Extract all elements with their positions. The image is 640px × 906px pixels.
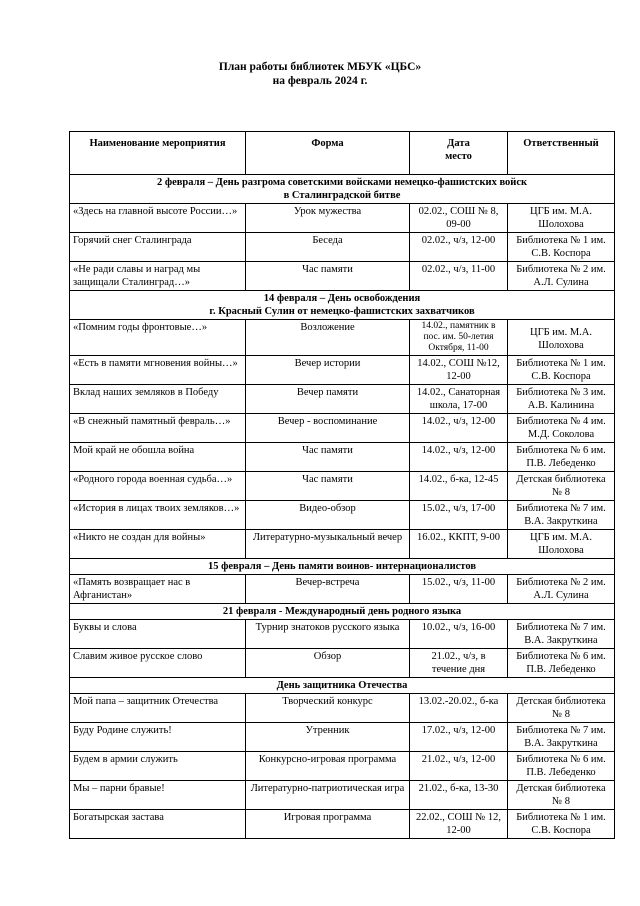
event-name-cell-text: Вклад наших земляков в Победу bbox=[73, 387, 219, 398]
table-row bbox=[70, 781, 615, 810]
event-responsible-cell bbox=[508, 781, 615, 810]
event-name-cell bbox=[70, 204, 246, 233]
event-form-cell-text: Беседа bbox=[312, 235, 343, 246]
header-responsible: Ответственный bbox=[508, 132, 615, 175]
table-row bbox=[70, 320, 615, 356]
event-form-cell bbox=[246, 262, 410, 291]
event-form-cell bbox=[246, 781, 410, 810]
event-date-cell-text: 14.02., СОШ №12, 12-00 bbox=[417, 358, 500, 382]
table-row bbox=[70, 530, 615, 559]
event-form-cell-text: Игровая программа bbox=[283, 812, 372, 823]
table-header-row bbox=[70, 132, 615, 175]
event-name-cell-text: Будем в армии служить bbox=[73, 754, 178, 765]
event-date-cell bbox=[410, 575, 508, 604]
section-row bbox=[70, 678, 615, 694]
event-form-cell-text: Утренник bbox=[305, 725, 350, 736]
event-form-cell bbox=[246, 320, 410, 356]
event-responsible-cell bbox=[508, 472, 615, 501]
event-name-cell bbox=[70, 320, 246, 356]
event-date-cell-text: 15.02., ч/з, 11-00 bbox=[421, 577, 496, 588]
event-name-cell bbox=[70, 385, 246, 414]
event-date-cell bbox=[410, 385, 508, 414]
event-name-cell-text: Славим живое русское слово bbox=[73, 651, 203, 662]
event-date-cell-text: 17.02., ч/з, 12-00 bbox=[421, 725, 496, 736]
table-row bbox=[70, 501, 615, 530]
event-responsible-cell-text: Библиотека № 3 им. А.В. Калинина bbox=[516, 387, 606, 411]
section-row bbox=[70, 291, 615, 320]
event-responsible-cell-text: ЦГБ им. М.А. Шолохова bbox=[530, 206, 592, 230]
event-form-cell bbox=[246, 385, 410, 414]
event-name-cell-text: «История в лицах твоих земляков…» bbox=[73, 503, 240, 514]
table-row bbox=[70, 723, 615, 752]
event-name-cell-text: «Родного города военная судьба…» bbox=[73, 474, 233, 485]
section-title-line1: 21 февраля - Международный день родного языка bbox=[222, 606, 462, 617]
event-name-cell bbox=[70, 752, 246, 781]
event-form-cell-text: Возложение bbox=[300, 322, 355, 333]
event-responsible-cell-text: Библиотека № 1 им. С.В. Коспора bbox=[516, 812, 606, 836]
event-date-cell-text: 21.02., б-ка, 13-30 bbox=[418, 783, 499, 794]
event-form-cell-text: Турнир знатоков русского языка bbox=[255, 622, 400, 633]
section-title bbox=[70, 678, 615, 694]
section-title-line2: г. Красный Сулин от немецко-фашистских захватчиков bbox=[209, 306, 475, 317]
event-name-cell bbox=[70, 723, 246, 752]
event-form-cell-text: Вечер памяти bbox=[296, 387, 359, 398]
event-name-cell bbox=[70, 810, 246, 839]
event-date-cell-text: 15.02., ч/з, 17-00 bbox=[421, 503, 496, 514]
event-date-cell bbox=[410, 204, 508, 233]
table-row bbox=[70, 472, 615, 501]
event-date-cell bbox=[410, 694, 508, 723]
event-name-cell-text: Буду Родине служить! bbox=[73, 725, 172, 736]
event-responsible-cell-text: Библиотека № 6 им. П.В. Лебеденко bbox=[516, 445, 606, 469]
event-name-cell bbox=[70, 530, 246, 559]
section-row bbox=[70, 175, 615, 204]
event-date-cell-text: 14.02., Санаторная школа, 17-00 bbox=[416, 387, 501, 411]
event-form-cell-text: Обзор bbox=[313, 651, 342, 662]
event-form-cell bbox=[246, 694, 410, 723]
event-form-cell bbox=[246, 810, 410, 839]
event-name-cell bbox=[70, 575, 246, 604]
table-row bbox=[70, 385, 615, 414]
event-form-cell bbox=[246, 204, 410, 233]
section-title-line2: в Сталинградской битве bbox=[283, 190, 401, 201]
event-name-cell-text: «Здесь на главной высоте России…» bbox=[73, 206, 238, 217]
event-form-cell-text: Вечер истории bbox=[294, 358, 361, 369]
event-date-cell bbox=[410, 620, 508, 649]
section-row bbox=[70, 604, 615, 620]
section-title-line1: 2 февраля – День разгрома советскими войсками немецко-фашистских войск bbox=[156, 177, 528, 188]
event-name-cell-text: «Не ради славы и наград мы защищали Сталинград…» bbox=[73, 264, 201, 288]
section-title-line1: 14 февраля – День освобождения bbox=[263, 293, 421, 304]
table-body bbox=[70, 175, 615, 839]
section-row bbox=[70, 559, 615, 575]
event-form-cell-text: Литературно-музыкальный вечер bbox=[252, 532, 403, 543]
event-date-cell bbox=[410, 262, 508, 291]
event-date-cell bbox=[410, 233, 508, 262]
event-name-cell bbox=[70, 649, 246, 678]
event-date-cell-text: 02.02., СОШ № 8, 09-00 bbox=[418, 206, 499, 230]
event-responsible-cell-text: Библиотека № 6 им. П.В. Лебеденко bbox=[516, 651, 606, 675]
event-name-cell-text: Мой папа – защитник Отечества bbox=[73, 696, 219, 707]
event-date-cell-text: 14.02., памятник в пос. им. 50-летия Октября, 11-00 bbox=[421, 321, 496, 353]
event-date-cell bbox=[410, 443, 508, 472]
event-date-cell-text: 13.02.-20.02., б-ка bbox=[418, 696, 499, 707]
event-form-cell bbox=[246, 414, 410, 443]
event-form-cell-text: Урок мужества bbox=[293, 206, 362, 217]
event-date-cell-text: 14.02., б-ка, 12-45 bbox=[418, 474, 499, 485]
event-responsible-cell-text: Библиотека № 1 им. С.В. Коспора bbox=[516, 358, 606, 382]
event-name-cell bbox=[70, 781, 246, 810]
event-name-cell bbox=[70, 233, 246, 262]
event-form-cell-text: Вечер - воспоминание bbox=[277, 416, 378, 427]
events-table bbox=[69, 131, 615, 839]
section-title bbox=[70, 175, 615, 204]
event-date-cell bbox=[410, 781, 508, 810]
event-date-cell bbox=[410, 723, 508, 752]
table-row bbox=[70, 262, 615, 291]
event-responsible-cell-text: Детская библиотека № 8 bbox=[516, 783, 606, 807]
event-responsible-cell bbox=[508, 233, 615, 262]
event-responsible-cell bbox=[508, 204, 615, 233]
event-form-cell bbox=[246, 649, 410, 678]
event-date-cell-text: 16.02., ККПТ, 9-00 bbox=[417, 532, 500, 543]
event-responsible-cell bbox=[508, 262, 615, 291]
document-subtitle: на февраль 2024 г. bbox=[272, 75, 368, 87]
event-responsible-cell-text: Библиотека № 7 им. В.А. Закруткина bbox=[516, 622, 606, 646]
event-name-cell-text: «Помним годы фронтовые…» bbox=[73, 322, 208, 333]
section-title bbox=[70, 604, 615, 620]
event-name-cell-text: Мой край не обошла война bbox=[73, 445, 195, 456]
event-form-cell bbox=[246, 575, 410, 604]
event-form-cell bbox=[246, 752, 410, 781]
event-responsible-cell-text: Библиотека № 1 им. С.В. Коспора bbox=[516, 235, 606, 259]
event-form-cell bbox=[246, 356, 410, 385]
table-row bbox=[70, 649, 615, 678]
table-row bbox=[70, 204, 615, 233]
event-responsible-cell bbox=[508, 694, 615, 723]
event-date-cell-text: 02.02., ч/з, 12-00 bbox=[421, 235, 496, 246]
event-name-cell bbox=[70, 356, 246, 385]
event-responsible-cell-text: Библиотека № 7 им. В.А. Закруткина bbox=[516, 503, 606, 527]
event-responsible-cell-text: Библиотека № 4 им. М.Д. Соколова bbox=[516, 416, 606, 440]
header-date-line2: место bbox=[445, 151, 472, 162]
event-responsible-cell bbox=[508, 810, 615, 839]
event-name-cell-text: Мы – парни бравые! bbox=[73, 783, 165, 794]
event-date-cell-text: 21.02., ч/з, 12-00 bbox=[421, 754, 496, 765]
event-name-cell-text: «Никто не создан для войны» bbox=[73, 532, 206, 543]
event-form-cell bbox=[246, 620, 410, 649]
header-form: Форма bbox=[246, 132, 410, 175]
event-form-cell-text: Творческий конкурс bbox=[282, 696, 373, 707]
event-responsible-cell bbox=[508, 414, 615, 443]
event-name-cell bbox=[70, 262, 246, 291]
event-name-cell bbox=[70, 443, 246, 472]
event-form-cell bbox=[246, 472, 410, 501]
event-name-cell bbox=[70, 472, 246, 501]
event-responsible-cell bbox=[508, 501, 615, 530]
event-name-cell bbox=[70, 414, 246, 443]
event-responsible-cell-text: Библиотека № 6 им. П.В. Лебеденко bbox=[516, 754, 606, 778]
event-date-cell bbox=[410, 414, 508, 443]
header-date-line1: Дата bbox=[447, 138, 470, 149]
table-row bbox=[70, 620, 615, 649]
event-responsible-cell bbox=[508, 530, 615, 559]
event-responsible-cell-text: Детская библиотека № 8 bbox=[516, 696, 606, 720]
event-responsible-cell bbox=[508, 723, 615, 752]
event-date-cell-text: 10.02., ч/з, 16-00 bbox=[421, 622, 496, 633]
event-date-cell-text: 14.02., ч/з, 12-00 bbox=[421, 445, 496, 456]
event-form-cell-text: Видео-обзор bbox=[299, 503, 356, 514]
event-form-cell-text: Час памяти bbox=[302, 445, 353, 456]
header-date bbox=[410, 132, 508, 175]
table-row bbox=[70, 356, 615, 385]
event-form-cell bbox=[246, 233, 410, 262]
event-responsible-cell bbox=[508, 443, 615, 472]
table-row bbox=[70, 575, 615, 604]
event-responsible-cell-text: Библиотека № 7 им. В.А. Закруткина bbox=[516, 725, 606, 749]
event-date-cell bbox=[410, 530, 508, 559]
event-form-cell bbox=[246, 723, 410, 752]
event-form-cell-text: Вечер-встреча bbox=[295, 577, 360, 588]
event-name-cell bbox=[70, 620, 246, 649]
table-row bbox=[70, 233, 615, 262]
table-row bbox=[70, 752, 615, 781]
table-row bbox=[70, 694, 615, 723]
event-form-cell bbox=[246, 443, 410, 472]
header-name: Наименование мероприятия bbox=[70, 132, 246, 175]
event-name-cell-text: Буквы и слова bbox=[73, 622, 137, 633]
table-row bbox=[70, 443, 615, 472]
event-form-cell-text: Литературно-патриотическая игра bbox=[250, 783, 405, 794]
event-name-cell bbox=[70, 694, 246, 723]
event-date-cell-text: 02.02., ч/з, 11-00 bbox=[421, 264, 496, 275]
event-responsible-cell-text: ЦГБ им. М.А. Шолохова bbox=[530, 532, 592, 556]
table-row bbox=[70, 414, 615, 443]
event-date-cell bbox=[410, 752, 508, 781]
event-responsible-cell-text: ЦГБ им. М.А. Шолохова bbox=[530, 327, 592, 351]
event-responsible-cell bbox=[508, 356, 615, 385]
section-title bbox=[70, 559, 615, 575]
event-form-cell bbox=[246, 501, 410, 530]
event-date-cell-text: 22.02., СОШ № 12, 12-00 bbox=[415, 812, 502, 836]
section-title-line1: 15 февраля – День памяти воинов- интернационалистов bbox=[208, 561, 476, 572]
event-name-cell-text: «Есть в памяти мгновения войны…» bbox=[73, 358, 238, 369]
event-form-cell-text: Час памяти bbox=[302, 264, 353, 275]
event-date-cell-text: 14.02., ч/з, 12-00 bbox=[421, 416, 496, 427]
event-responsible-cell bbox=[508, 575, 615, 604]
event-date-cell bbox=[410, 320, 508, 356]
table-row bbox=[70, 810, 615, 839]
event-form-cell bbox=[246, 530, 410, 559]
section-title bbox=[70, 291, 615, 320]
document-title: План работы библиотек МБУК «ЦБС» bbox=[218, 61, 422, 73]
event-date-cell bbox=[410, 472, 508, 501]
event-responsible-cell-text: Библиотека № 2 им. А.Л. Сулина bbox=[516, 577, 606, 601]
event-responsible-cell bbox=[508, 752, 615, 781]
event-form-cell-text: Час памяти bbox=[302, 474, 353, 485]
event-responsible-cell bbox=[508, 320, 615, 356]
event-date-cell-text: 21.02., ч/з, в течение дня bbox=[431, 651, 486, 675]
event-responsible-cell-text: Детская библиотека № 8 bbox=[516, 474, 606, 498]
event-responsible-cell bbox=[508, 649, 615, 678]
event-date-cell bbox=[410, 356, 508, 385]
event-name-cell-text: Горячий снег Сталинграда bbox=[73, 235, 192, 246]
event-name-cell-text: «В снежный памятный февраль…» bbox=[73, 416, 231, 427]
event-responsible-cell bbox=[508, 620, 615, 649]
event-responsible-cell bbox=[508, 385, 615, 414]
event-date-cell bbox=[410, 501, 508, 530]
event-name-cell-text: «Память возвращает нас в Афганистан» bbox=[73, 577, 191, 601]
event-responsible-cell-text: Библиотека № 2 им. А.Л. Сулина bbox=[516, 264, 606, 288]
section-title-line1: День защитника Отечества bbox=[276, 680, 408, 691]
event-date-cell bbox=[410, 810, 508, 839]
event-name-cell bbox=[70, 501, 246, 530]
event-name-cell-text: Богатырская застава bbox=[73, 812, 164, 823]
event-form-cell-text: Конкурсно-игровая программа bbox=[258, 754, 397, 765]
event-date-cell bbox=[410, 649, 508, 678]
